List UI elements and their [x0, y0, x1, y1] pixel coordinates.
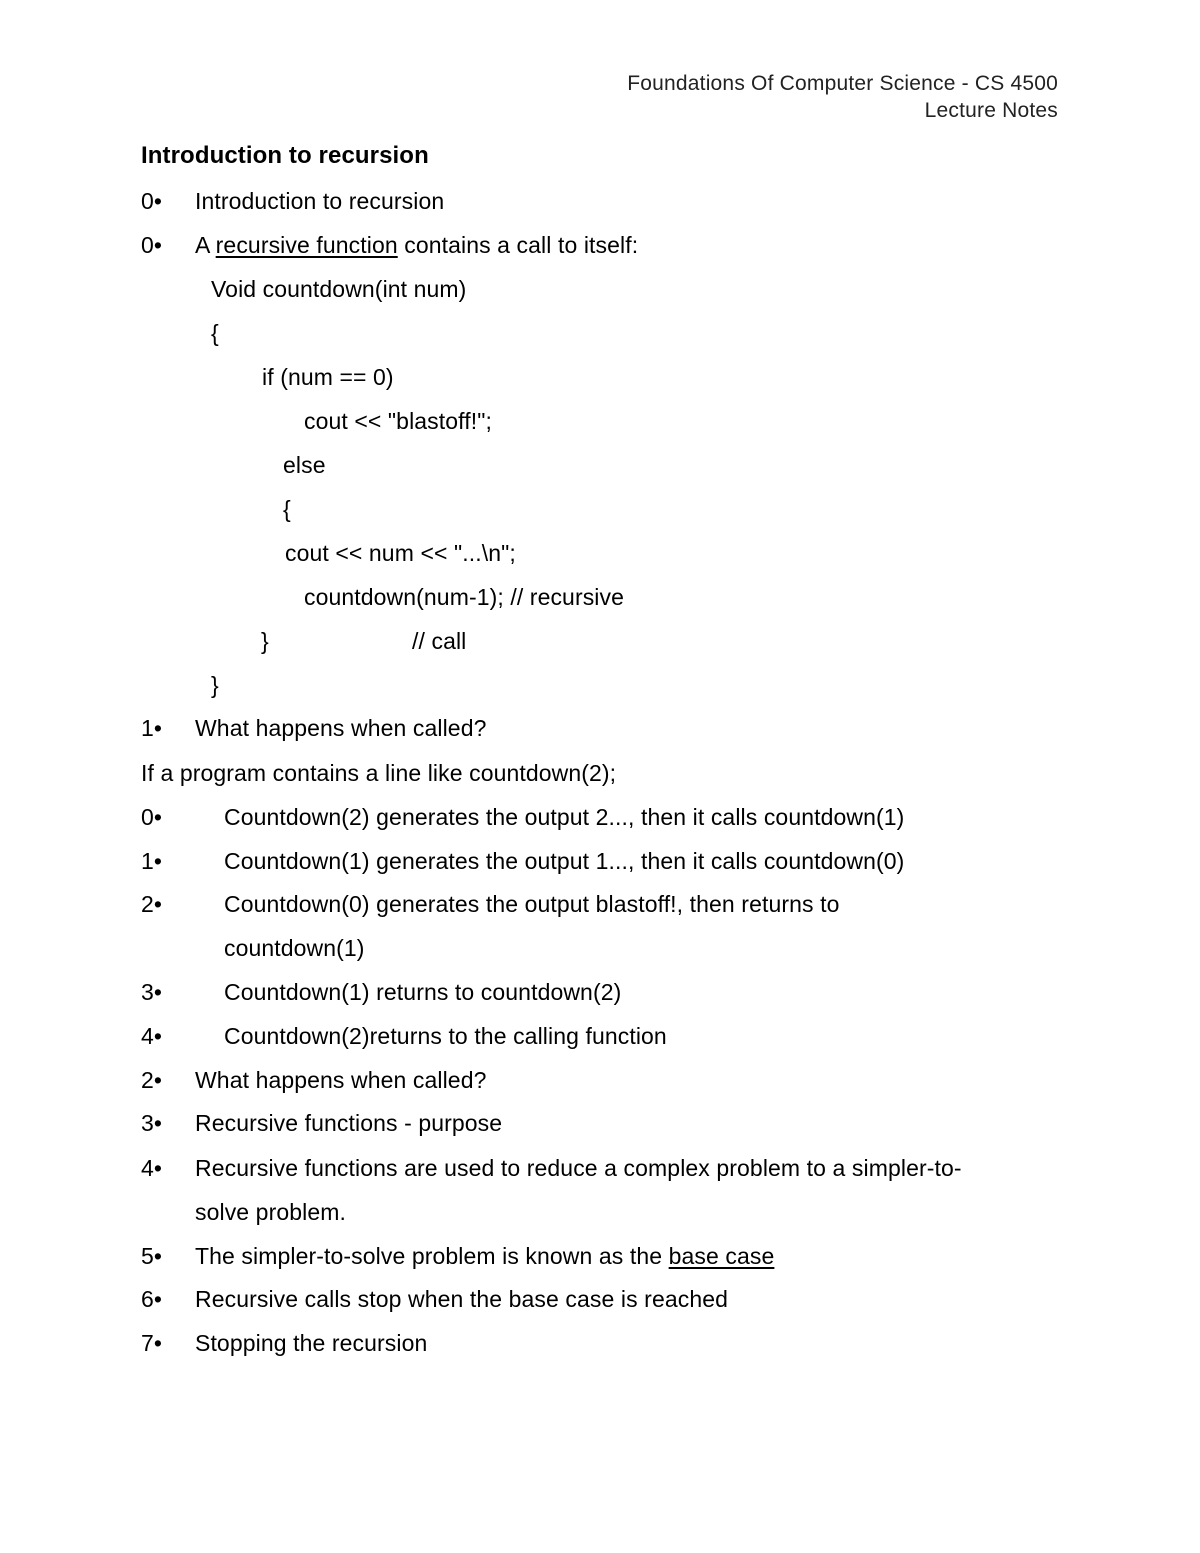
code-line: }	[261, 628, 269, 654]
code-line: {	[211, 320, 219, 346]
list-item-text: Countdown(1) returns to countdown(2)	[224, 979, 622, 1005]
bullet-number: 5•	[141, 1243, 163, 1269]
list-item-text	[195, 230, 638, 260]
list-item-text	[195, 1241, 774, 1271]
bullet-number: 6•	[141, 1286, 163, 1312]
list-item-text: Countdown(2) generates the output 2..., then it calls countdown(1)	[224, 804, 905, 830]
code-line: countdown(num-1); // recursive	[304, 584, 625, 610]
list-item-text: What happens when called?	[195, 715, 487, 741]
list-item-text: Introduction to recursion	[195, 188, 445, 214]
code-line: }	[211, 672, 219, 698]
bullet-number: 3•	[141, 979, 163, 1005]
text-run: The simpler-to-solve problem is known as the	[195, 1243, 669, 1269]
bullet-number: 1•	[141, 848, 163, 874]
code-comment: // call	[412, 628, 467, 654]
bullet-number: 4•	[141, 1023, 163, 1049]
bullet-number: 2•	[141, 891, 163, 917]
list-item-text: Recursive calls stop when the base case is reached	[195, 1286, 728, 1312]
list-item-text: What happens when called?	[195, 1067, 487, 1093]
section-title: Introduction to recursion	[141, 142, 429, 169]
code-line: Void countdown(int num)	[211, 276, 467, 302]
code-line: {	[283, 496, 291, 522]
underlined-term: recursive function	[215, 232, 398, 258]
code-line: cout << num << "...\n";	[285, 540, 516, 566]
list-item-text: Recursive functions are used to reduce a complex problem to a simpler-to-	[195, 1155, 962, 1181]
bullet-number: 0•	[141, 232, 163, 258]
course-title: Foundations Of Computer Science - CS 4500	[627, 72, 1058, 95]
list-item-text: Stopping the recursion	[195, 1330, 428, 1356]
underlined-term: base case	[668, 1243, 775, 1269]
list-item-continuation: countdown(1)	[224, 935, 365, 961]
list-item-continuation: solve problem.	[195, 1199, 346, 1225]
bullet-number: 0•	[141, 804, 163, 830]
bullet-number: 0•	[141, 188, 163, 214]
text-run: contains a call to itself:	[397, 232, 639, 258]
list-item-text: Recursive functions - purpose	[195, 1110, 503, 1136]
text-run: A	[195, 232, 216, 258]
code-line: cout << "blastoff!";	[304, 408, 492, 434]
code-line: else	[283, 452, 326, 478]
document-type: Lecture Notes	[924, 99, 1058, 122]
code-line: if (num == 0)	[262, 364, 394, 390]
paragraph-text: If a program contains a line like countdown(2);	[141, 760, 617, 786]
bullet-number: 7•	[141, 1330, 163, 1356]
list-item-text: Countdown(0) generates the output blastoff!, then returns to	[224, 891, 840, 917]
bullet-number: 4•	[141, 1155, 163, 1181]
bullet-number: 3•	[141, 1110, 163, 1136]
list-item-text: Countdown(1) generates the output 1..., then it calls countdown(0)	[224, 848, 905, 874]
document-header	[627, 70, 1058, 124]
bullet-number: 2•	[141, 1067, 163, 1093]
bullet-number: 1•	[141, 715, 163, 741]
list-item-text: Countdown(2)returns to the calling function	[224, 1023, 667, 1049]
